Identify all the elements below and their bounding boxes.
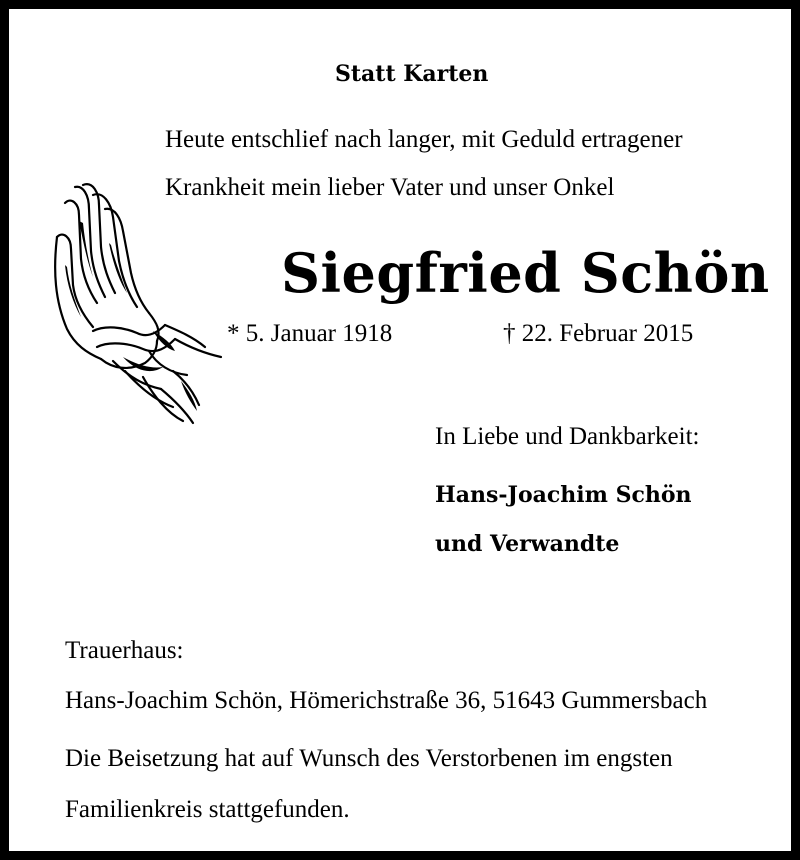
praying-hands-icon bbox=[53, 181, 229, 425]
intro-line-2: Krankheit mein lieber Vater und unser Onkel bbox=[165, 174, 615, 201]
intro-line-1: Heute entschlief nach langer, mit Geduld ertragener bbox=[165, 126, 683, 153]
mourning-house-label: Trauerhaus: bbox=[65, 637, 184, 664]
death-date: † 22. Februar 2015 bbox=[503, 320, 694, 347]
heading: Statt Karten bbox=[335, 61, 489, 87]
mourning-house-address: Hans-Joachim Schön, Hömerichstraße 36, 51643 Gummersbach bbox=[65, 687, 708, 714]
burial-note-line-2: Familienkreis stattgefunden. bbox=[65, 796, 350, 823]
deceased-name: Siegfried Schön bbox=[281, 241, 770, 305]
signer-relatives: und Verwandte bbox=[435, 531, 620, 557]
closing-line: In Liebe und Dankbarkeit: bbox=[435, 423, 700, 450]
signer-name: Hans-Joachim Schön bbox=[435, 482, 692, 508]
birth-date: * 5. Januar 1918 bbox=[227, 320, 393, 347]
burial-note-line-1: Die Beisetzung hat auf Wunsch des Verstorbenen im engsten bbox=[65, 745, 673, 772]
